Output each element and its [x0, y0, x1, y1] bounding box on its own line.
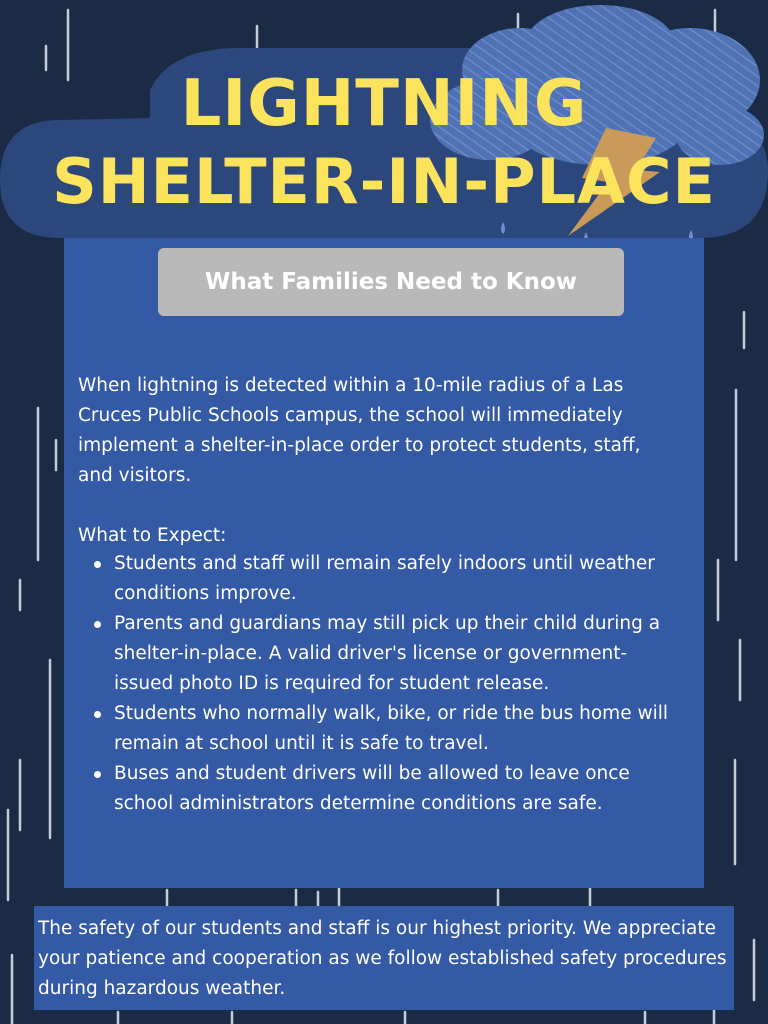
- expect-heading: What to Expect:: [78, 525, 227, 546]
- list-item: Buses and student drivers will be allowed to leave once school administrators determine conditions are safe.: [88, 759, 678, 819]
- intro-paragraph: [78, 371, 678, 491]
- list-item: Students who normally walk, bike, or ride the bus home will remain at school until it is safe to travel.: [88, 699, 678, 759]
- title-line-1: LIGHTNING: [180, 67, 588, 141]
- title-line-2: SHELTER-IN-PLACE: [52, 145, 716, 218]
- footer-note: [34, 906, 734, 1010]
- list-item: Parents and guardians may still pick up their child during a shelter-in-place. A valid driver's license or government-issued photo ID is required for student release.: [88, 609, 678, 699]
- subtitle-text: What Families Need to Know: [204, 269, 578, 295]
- footer-text: The safety of our students and staff is our highest priority. We appreciate your patience and cooperation as we follow established safety procedures during hazardous weather.: [38, 918, 727, 999]
- expect-list: [88, 549, 678, 819]
- subtitle-pill: [158, 248, 624, 316]
- intro-text: When lightning is detected within a 10-mile radius of a Las Cruces Public Schools campus, the school will immediately implement a shelter-in-place order to protect students, staff, and visitors.: [78, 375, 641, 486]
- list-item: Students and staff will remain safely indoors until weather conditions improve.: [88, 549, 678, 609]
